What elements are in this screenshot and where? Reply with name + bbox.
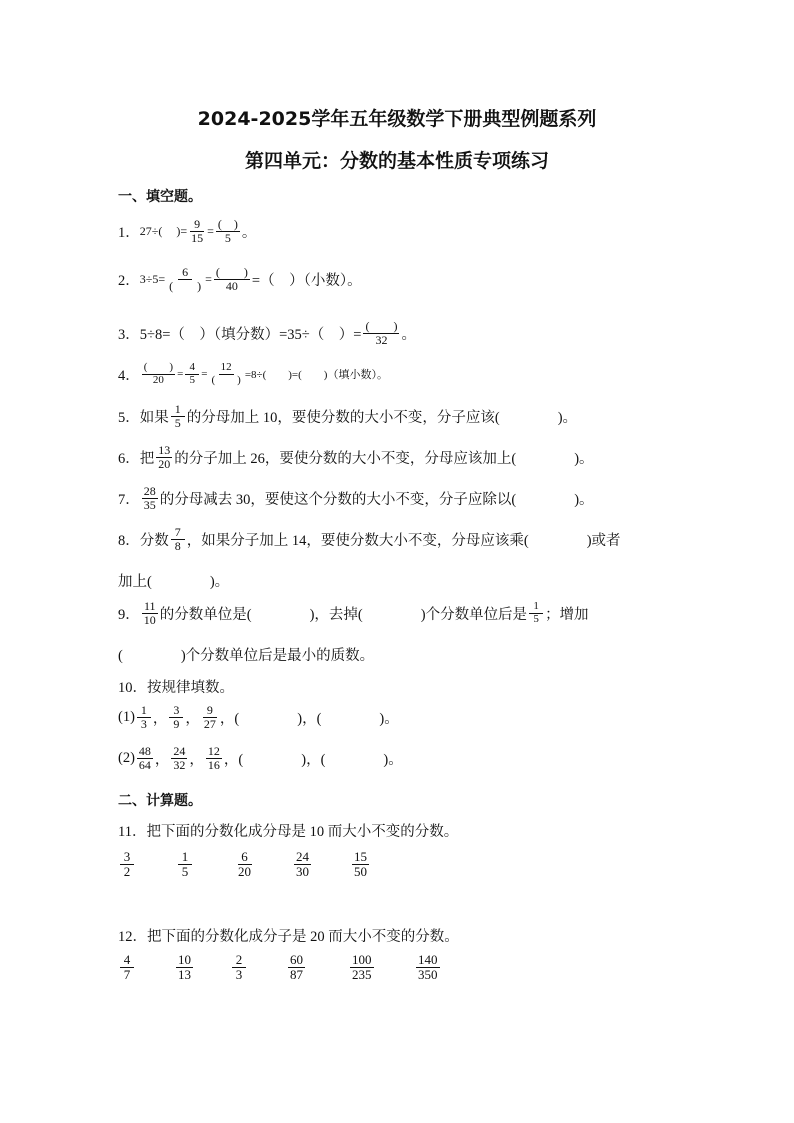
fraction: $\frac{13}{20}$ [158, 443, 171, 471]
fraction: $\frac{9}{27}$ [203, 703, 216, 731]
fraction: $\frac{100}{235}$ [352, 952, 372, 982]
question-2: 2． 3÷5= $\frac{6}{( )}$ = $\frac{( )}{40}$ =（ ）（小数）。 [118, 265, 362, 293]
fraction: $\frac{24}{32}$ [173, 744, 186, 772]
question-9: 9． $\frac{11}{10}$ 的分数单位是( )，去掉( )个分数单位后是 $\frac{1}{5}$ ；增加 [118, 599, 589, 627]
question-10-part1: (1) $\frac{1}{3}$ ， $\frac{3}{9}$ ， $\frac{9}{27}$ ，( )，( )。 [118, 703, 399, 731]
fraction: $\frac{24}{30}$ [296, 849, 309, 879]
fraction: $\frac{15}{50}$ [354, 849, 367, 879]
fraction: $\frac{( )}{5}$ [217, 217, 238, 245]
fraction: $\frac{48}{64}$ [138, 744, 151, 772]
question-1: 1． 27÷( )= $\frac{9}{15}$ = $\frac{( )}{5}$ 。 [118, 217, 257, 245]
question-4: 4． $\frac{( )}{20}$ = $\frac{4}{5}$ = $\frac{12}{( )}$ =8÷( )=( )（填小数）。 [118, 361, 388, 386]
fraction: $\frac{( )}{20}$ [143, 361, 174, 386]
fraction: $\frac{( )}{40}$ [215, 265, 248, 293]
fraction: $\frac{3}{2}$ [120, 850, 134, 878]
question-8: 8． 分数 $\frac{7}{8}$ ，如果分子加上 14，要使分数大小不变，分母应该乘( )或者 [118, 525, 621, 553]
question-3: 3． 5÷8=（ ）（填分数）=35÷（ ）= $\frac{( )}{32}$ 。 [118, 319, 416, 347]
section-calculation: 二、计算题。 [118, 793, 202, 809]
question-5: 5． 如果 $\frac{1}{5}$ 的分母加上 10，要使分数的大小不变，分子应该( )。 [118, 402, 578, 430]
question-12: 12．把下面的分数化成分子是 20 而大小不变的分数。 [118, 929, 459, 945]
fraction: $\frac{4}{7}$ [120, 953, 134, 981]
fraction: $\frac{3}{9}$ [169, 704, 183, 730]
fraction: $\frac{60}{87}$ [290, 952, 303, 982]
fraction: $\frac{1}{3}$ [137, 704, 151, 730]
fraction: $\frac{10}{13}$ [178, 952, 191, 982]
page-subtitle: 第四单元：分数的基本性质专项练习 [244, 150, 549, 172]
fraction: $\frac{1}{5}$ [178, 850, 192, 878]
fraction: $\frac{9}{15}$ [191, 217, 204, 245]
question-7: 7． $\frac{28}{35}$ 的分母减去 30，要使这个分数的大小不变，分子应除以( )。 [118, 484, 594, 512]
question-9-cont: ( )个分数单位后是最小的质数。 [118, 648, 375, 664]
fraction: $\frac{12}{16}$ [207, 744, 220, 772]
page-title: 2024-2025学年五年级数学下册典型例题系列 [197, 108, 597, 130]
fraction: $\frac{7}{8}$ [171, 526, 185, 552]
question-10-part2: (2) $\frac{48}{64}$ ， $\frac{24}{32}$ ， $\frac{12}{16}$ ，( )，( )。 [118, 744, 403, 772]
fraction: $\frac{11}{10}$ [143, 599, 156, 627]
fraction: $\frac{2}{3}$ [232, 953, 246, 981]
fraction: $\frac{140}{350}$ [418, 952, 438, 982]
question-6: 6． 把 $\frac{13}{20}$ 的分子加上 26，要使分数的大小不变，分母应该加上( )。 [118, 443, 594, 471]
fraction: $\frac{1}{5}$ [529, 601, 543, 625]
fraction: $\frac{28}{35}$ [143, 484, 156, 512]
fraction: $\frac{1}{5}$ [171, 403, 185, 429]
fraction: $\frac{6}{20}$ [238, 849, 251, 879]
question-10: 10． 按规律填数。 [118, 680, 234, 696]
fraction: $\frac{4}{5}$ [185, 362, 199, 386]
fraction: $\frac{( )}{32}$ [365, 319, 398, 347]
section-fill-blank: 一、填空题。 [118, 189, 202, 205]
fraction: $\frac{6}{( )}$ [169, 265, 202, 293]
question-8-cont: 加上( )。 [118, 574, 230, 590]
question-11: 11．把下面的分数化成分母是 10 而大小不变的分数。 [118, 824, 459, 840]
fraction: $\frac{12}{( )}$ [211, 361, 241, 386]
